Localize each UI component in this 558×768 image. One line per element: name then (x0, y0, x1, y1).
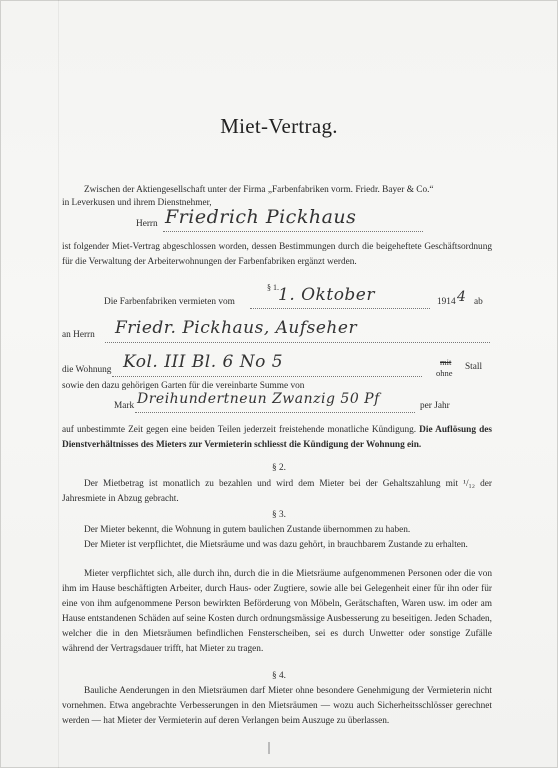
section3-p3: Mieter verpflichtet sich, alle durch ihn, durch die in die Mietsräume aufgenommenen Personen oder die von ihm im Hause beschäftigten Arbeiter, durch Haus- oder Zugtiere, sowie alle bei Gelegenheit einer für ihn oder für eine von ihm aufgenommene Person bewirkten Beförderung von Möbeln, Gerätschaften, Waren usw. im oder am Hause entstandenen Schäden auf seine Kosten durch ordnungsmässige Ausbesserung zu beseitigen. Jeden Schaden, welcher die in den Mietsräumen befindlichen Fensterscheiben, sei es durch Unwetter oder sonstige Zufälle während der Vertragsdauer trifft, hat Mieter zu tragen. (62, 569, 492, 654)
intro-paragraph: ist folgender Miet-Vertrag abgeschlossen worden, dessen Bestimmungen durch die beigeheftete Geschäftsordnung für die Verwaltung der Arbeiterwohnungen der Farbenfabriken ergänzt werden. (62, 242, 492, 267)
ohne-option: ohne (436, 368, 453, 378)
date-handwritten: 1. Oktober (278, 285, 375, 305)
date-line (250, 308, 430, 309)
section4-heading: § 4. (272, 671, 286, 681)
section1-text (62, 423, 492, 453)
section3-heading: § 3. (272, 510, 286, 520)
section2-text: Der Mietbetrag ist monatlich zu bezahlen und wird dem Mieter bei der Gehaltszahlung mit ¹/₁₂ der Jahresmiete in Abzug gebracht. (62, 479, 492, 504)
herrn-label: Herrn (136, 219, 158, 229)
wohnung-line (112, 376, 422, 377)
wohnung-label: die Wohnung (62, 365, 112, 375)
per-jahr-label: per Jahr (420, 401, 450, 411)
intro-text-1: Zwischen der Aktiengesellschaft unter der Firma „Farbenfabriken vorm. Friedr. Bayer & Co.“ (84, 185, 434, 195)
section3-p2: Der Mieter ist verpflichtet, die Mietsräume und was dazu gehört, in brauchbarem Zustande zu erhalten. (84, 540, 468, 550)
section1-bold: Die Auflösung des Dienstverhältnisses des Mieters zur Vermieterin schliesst die Kündigung der Wohnung ein. (62, 425, 492, 450)
amount-line (135, 412, 415, 413)
garten-line: sowie den dazu gehörigen Garten für die vereinbarte Summe von (62, 381, 305, 391)
intro-line-2: in Leverkusen und ihrem Dienstnehmer, (62, 198, 212, 208)
year: 1914 (437, 297, 456, 307)
page-mark (268, 742, 270, 754)
section1-heading: § 1. (267, 283, 279, 292)
section1-body: auf unbestimmte Zeit gegen eine beiden Teilen jederzeit freistehende monatliche Kündigung. (62, 425, 417, 435)
section2-heading: § 2. (272, 463, 286, 473)
tenant-handwritten: Friedr. Pickhaus, Aufseher (115, 318, 358, 338)
vermieten-label: Die Farbenfabriken vermieten vom (104, 297, 235, 307)
document-title: Miet-Vertrag. (220, 114, 338, 138)
section3-p1: Der Mieter bekennt, die Wohnung in gutem baulichen Zustande übernommen zu haben. (84, 525, 411, 535)
amount-handwritten: Dreihundertneun Zwanzig 50 Pf (137, 391, 380, 407)
herrn-line (163, 231, 423, 232)
mit-option: mit (440, 357, 452, 367)
section4-text: Bauliche Aenderungen in den Mietsräumen darf Mieter ohne besondere Genehmigung der Vermieterin nicht vornehmen. Etwa angebrachte Verbesserungen in den Mietsräumen — wozu auch Sicherheitsschlösser gerechnet werden — hat Mieter der Vermieterin auf deren Verlangen beim Auszuge zu überlassen. (62, 686, 492, 726)
year-handwritten: 4 (457, 289, 467, 305)
an-herrn-label: an Herrn (62, 330, 95, 340)
mark-label: Mark (114, 401, 135, 411)
ab-label: ab (474, 297, 483, 307)
herrn-name-handwritten: Friedrich Pickhaus (165, 206, 357, 228)
wohnung-handwritten: Kol. III Bl. 6 No 5 (123, 352, 284, 372)
tenant-line (105, 342, 490, 343)
stall-label: Stall (465, 362, 483, 372)
